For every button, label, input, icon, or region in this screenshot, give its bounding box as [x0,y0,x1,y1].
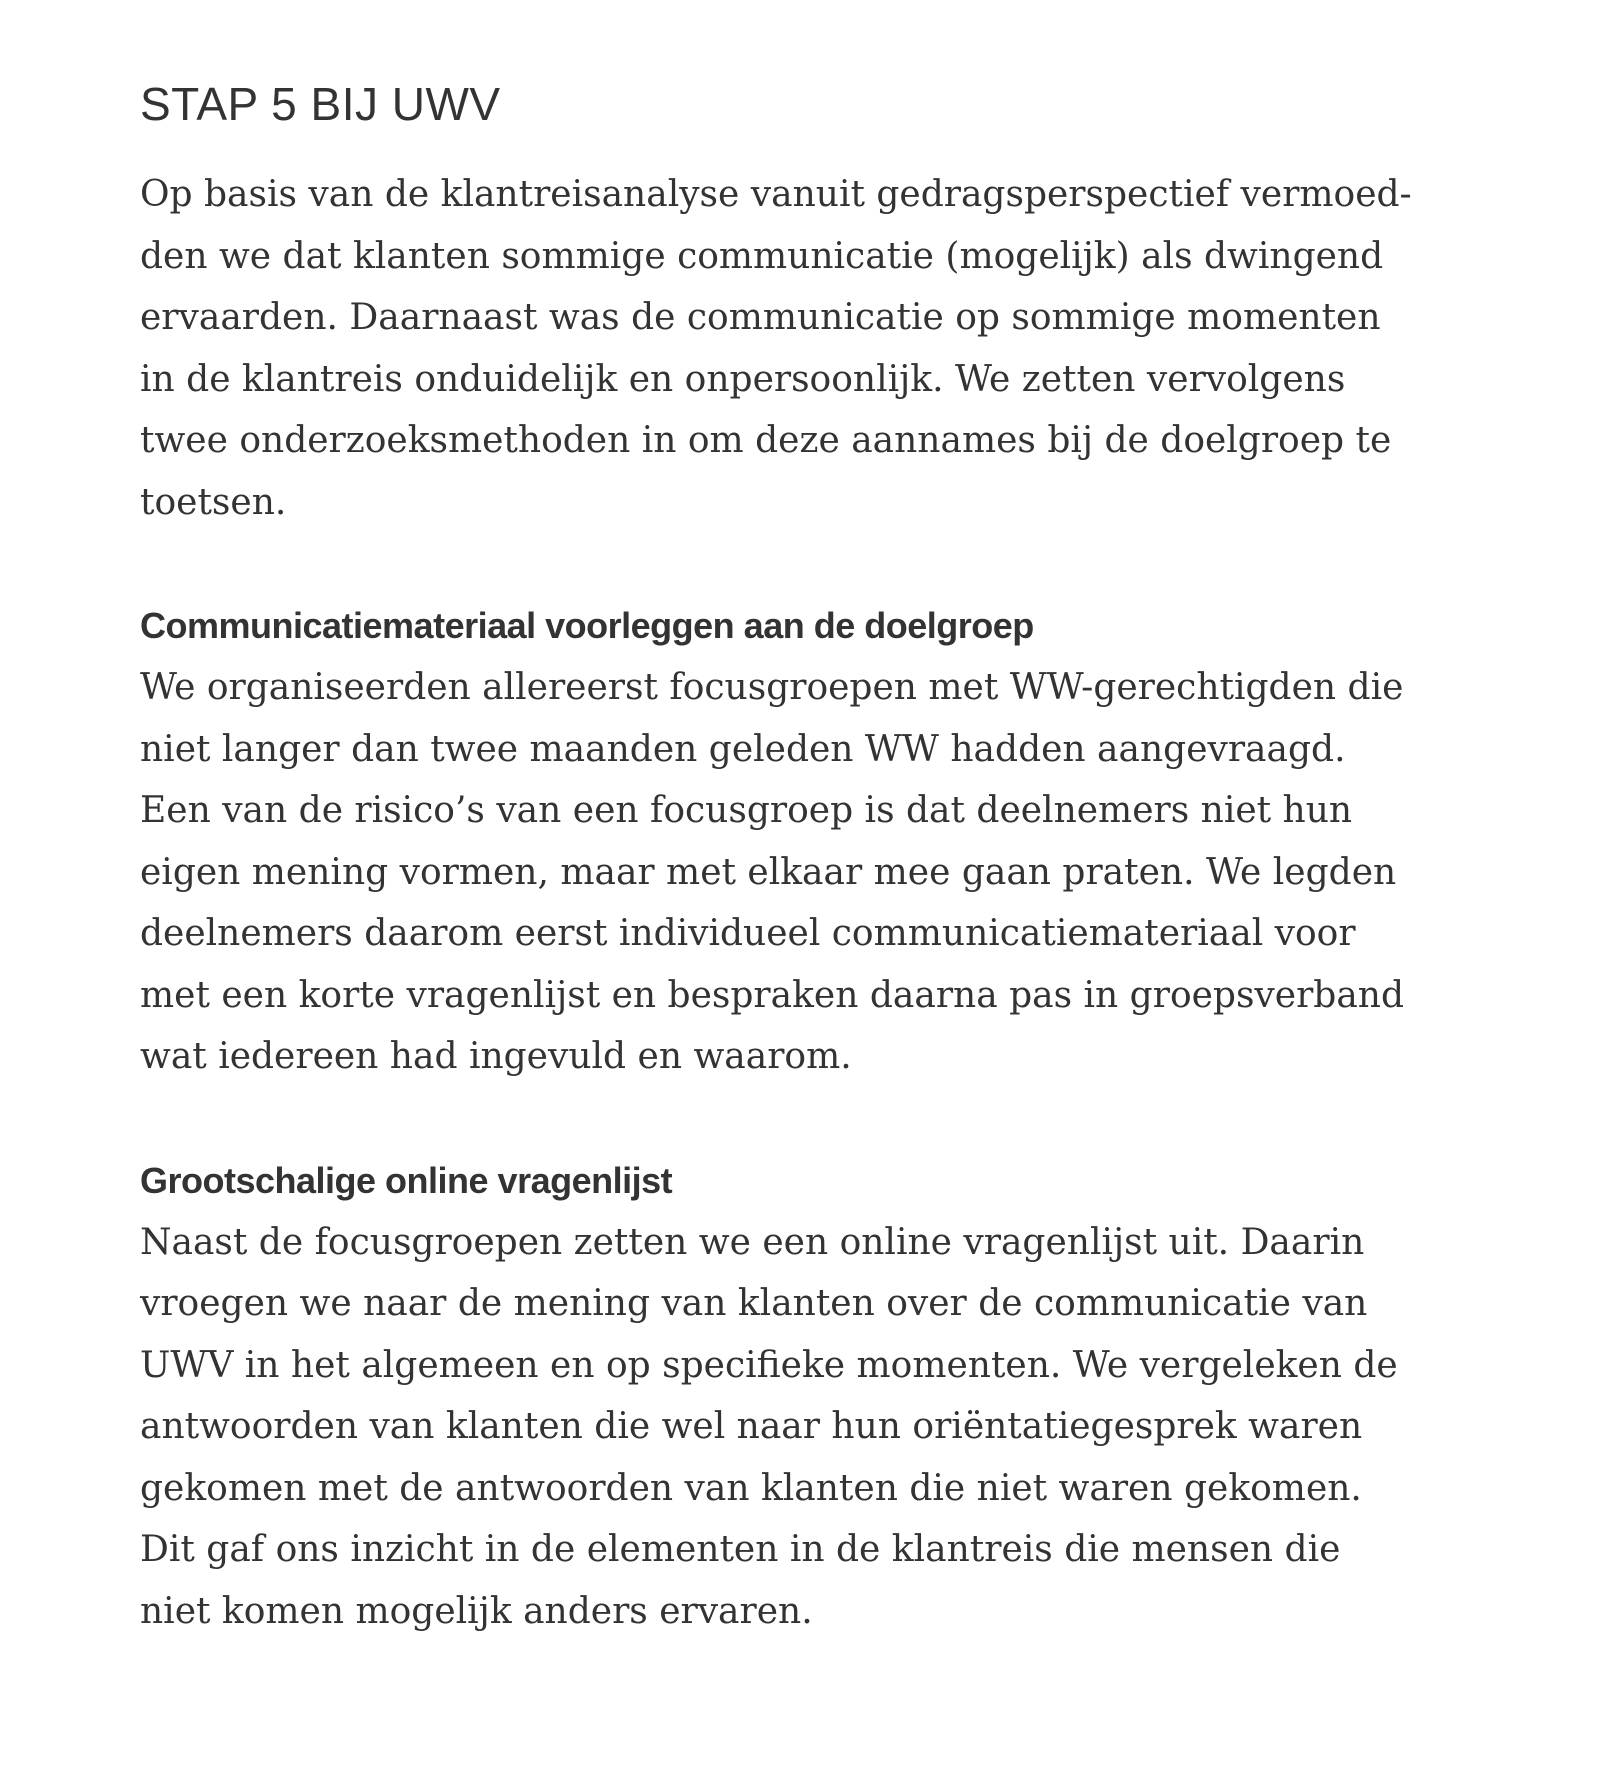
paragraph-line: Op basis van de klantreisanalyse vanuit gedragsperspectief vermoed- [140,174,1412,215]
paragraph-line: niet langer dan twee maanden geleden WW hadden aangevraagd. [140,728,1346,770]
section-heading-communicatiemateriaal: Communicatiemateriaal voorleggen aan de doelgroep [140,605,1034,646]
document-page [140,70,1520,1642]
paragraph-line: den we dat klanten sommige communicatie (mogelijk) als dwingend [140,235,1384,277]
paragraph-line: Dit gaf ons inzicht in de elementen in de klantreis die mensen die [140,1529,1341,1570]
paragraph-line: Een van de risico’s van een focusgroep is dat deelnemers niet hun [140,790,1353,831]
paragraph-line: antwoorden van klanten die wel naar hun oriëntatiegesprek waren [140,1406,1363,1447]
section-heading-online-vragenlijst: Grootschalige online vragenlijst [140,1159,673,1201]
paragraph-line: gekomen met de antwoorden van klanten die niet waren gekomen. [140,1467,1362,1509]
paragraph-line: Naast de focusgroepen zetten we een online vragenlijst uit. Daarin [140,1221,1365,1263]
paragraph-line: ervaarden. Daarnaast was de communicatie op sommige momenten [140,297,1381,338]
paragraph-line: deelnemers daarom eerst individueel communicatiemateriaal voor [140,913,1356,954]
intro-paragraph [140,164,1520,533]
paragraph-line: niet komen mogelijk anders ervaren. [140,1590,813,1632]
paragraph-line: eigen mening vormen, maar met elkaar mee gaan praten. We legden [140,851,1397,893]
page-title: STAP 5 BIJ UWV [140,78,501,130]
section-spacer [140,1088,1520,1150]
section-paragraph-online-vragenlijst [140,1212,1520,1643]
paragraph-line: in de klantreis onduidelijk en onpersoonlijk. We zetten vervolgens [140,358,1346,400]
paragraph-line: vroegen we naar de mening van klanten over de communicatie van [140,1283,1368,1324]
section-spacer [140,533,1520,595]
paragraph-line: twee onderzoeksmethoden in om deze aannames bij de doelgroep te [140,420,1392,461]
paragraph-line: met een korte vragenlijst en bespraken daarna pas in groepsverband [140,974,1405,1016]
paragraph-line: wat iedereen had ingevuld en waarom. [140,1036,852,1077]
section-paragraph-communicatiemateriaal [140,657,1520,1088]
paragraph-line: UWV in het algemeen en op specifieke momenten. We vergeleken de [140,1344,1398,1386]
paragraph-line: toetsen. [140,481,287,523]
paragraph-line: We organiseerden allereerst focusgroepen met WW-gerechtigden die [140,667,1404,708]
